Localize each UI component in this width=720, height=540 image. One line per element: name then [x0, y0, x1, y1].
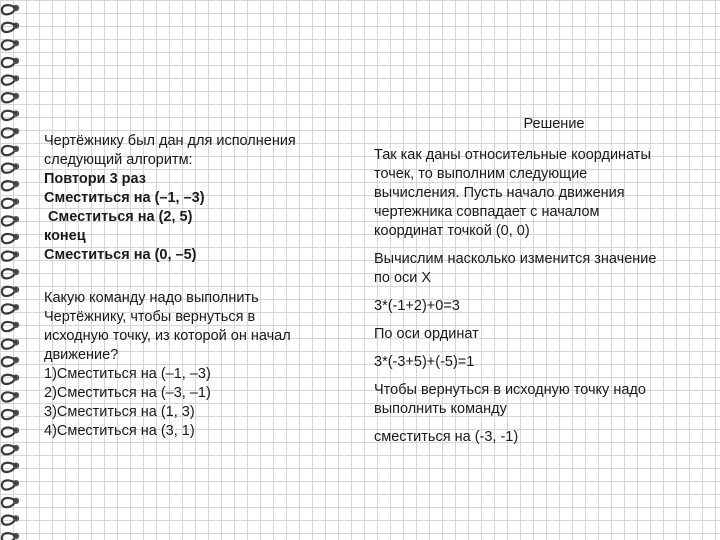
question-line: Какую команду надо выполнить: [44, 290, 259, 306]
solution-paragraph: По оси ординат: [374, 326, 479, 342]
solution-paragraph: Чтобы вернуться в исходную точку надо выполнить команду: [374, 382, 646, 417]
notebook-spiral-binding: [0, 0, 32, 540]
calc-x: 3*(-1+2)+0=3: [374, 298, 460, 314]
algorithm-line: конец: [44, 228, 86, 244]
solution-paragraph: Так как даны относительные координаты точек, то выполним следующие вычисления. Пусть начало движения чертежника совпадает с началом координат точкой (0, 0): [374, 147, 651, 239]
algorithm-line: Сместиться на (0, –5): [44, 247, 197, 263]
question-line: исходную точку, из которой он начал: [44, 328, 291, 344]
calc-y: 3*(-3+5)+(-5)=1: [374, 354, 475, 370]
solution-paragraph: Вычислим насколько изменится значение по оси Х: [374, 251, 657, 286]
question-line: Чертёжнику, чтобы вернуться в: [44, 309, 256, 325]
algorithm-line: Сместиться на (–1, –3): [44, 190, 205, 206]
final-answer: сместиться на (-3, -1): [374, 429, 519, 445]
problem-statement: [44, 132, 334, 441]
intro-line: следующий алгоритм:: [44, 152, 193, 168]
answer-option: 2)Сместиться на (–3, –1): [44, 385, 211, 401]
solution: [374, 115, 704, 456]
solution-title: Решение: [523, 116, 585, 132]
answer-option: 3)Сместиться на (1, 3): [44, 404, 195, 420]
question-line: движение?: [44, 347, 119, 363]
algorithm-line: Повтори 3 раз: [44, 171, 146, 187]
answer-option: 4)Сместиться на (3, 1): [44, 423, 195, 439]
algorithm-line: Сместиться на (2, 5): [44, 209, 193, 225]
intro-line: Чертёжнику был дан для исполнения: [44, 133, 296, 149]
answer-option: 1)Сместиться на (–1, –3): [44, 366, 211, 382]
